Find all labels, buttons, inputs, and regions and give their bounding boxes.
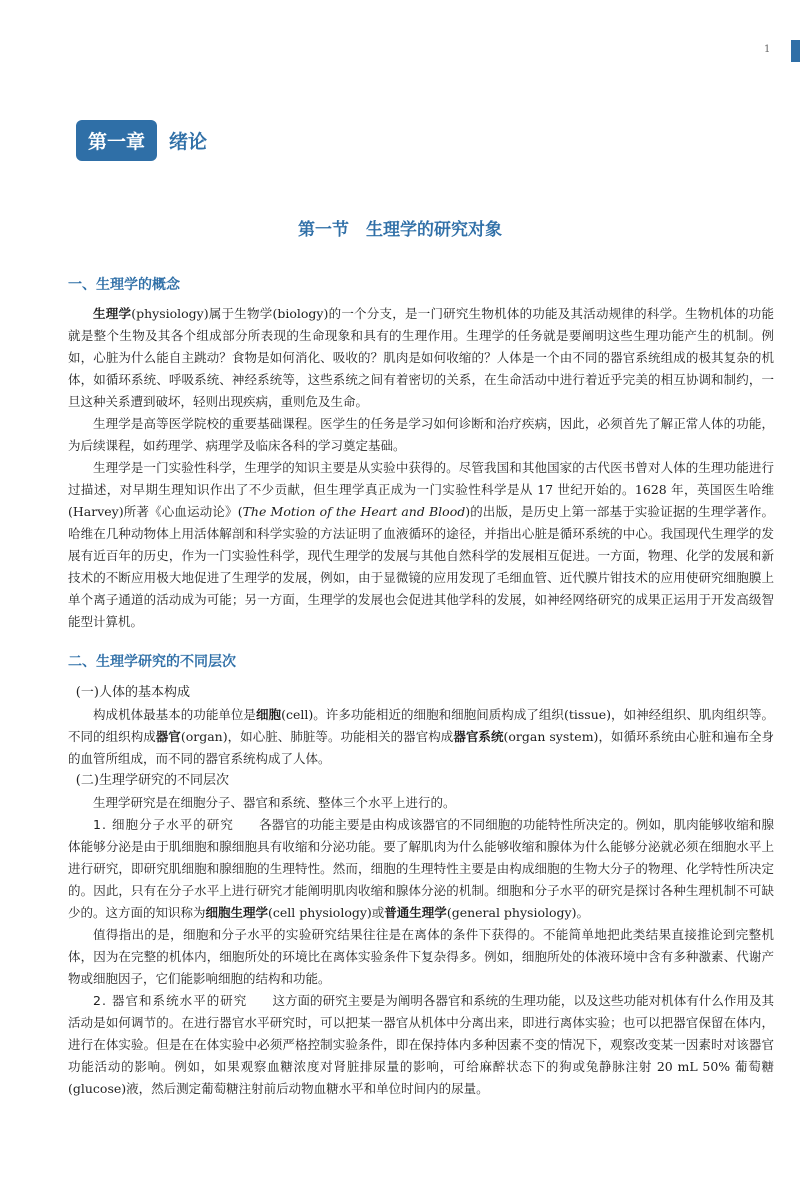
paragraph-course: 生理学是高等医学院校的重要基础课程。医学生的任务是学习如何诊断和治疗疾病，因此，必须首先了解正常人体的功能，为后续课程，如药理学、病理学及临床各科的学习奠定基础。 <box>68 416 774 453</box>
term-physiology: 生理学 <box>93 306 132 321</box>
chapter-label: 第一章 <box>76 120 157 161</box>
heading-levels: 二、生理学研究的不同层次 <box>68 654 236 670</box>
term-general-physiology: 普通生理学 <box>384 905 447 920</box>
term-organ-system: 器官系统 <box>453 729 504 744</box>
paragraph-history: 生理学是一门实验性科学，生理学的知识主要是从实验中获得的。尽管我国和其他国家的古代医书曾对人体的生理功能进行过描述，对早期生理知识作出了不少贡献，但生理学真正成为一门实验性科学是从 17 世纪开始的。1628 年，英国医生哈维(Harvey)所著《心血运动论》(The Motion of the Heart and Blood)的出版，是历史上第一部基于实验证据的生理学著作。哈维在几种动物体上用活体解剖和科学实验的方法证明了血液循环的途径，并指出心脏是循环系统的中心。我国现代生理学的发展有近百年的历史，作为一门实验性科学，现代生理学的发展与其他自然科学的发展相互促进。一方面，物理、化学的发展和新技术的不断应用极大地促进了生理学的发展，例如，由于显微镜的应用发现了毛细血管、近代膜片钳技术的应用使研究细胞膜上单个离子通道的活动成为可能；另一方面，生理学的发展也会促进其他学科的发展，如神经网络研究的成果正运用于开发高级智能型计算机。 <box>68 460 774 629</box>
paragraph-organ-level: 2. 器官和系统水平的研究 这方面的研究主要是为阐明各器官和系统的生理功能，以及这些功能对机体有什么作用及其活动是如何调节的。在进行器官水平研究时，可以把某一器官从机体中分离出来，即进行离体实验；也可以把器官保留在体内，进行在体实验。但是在在体实验中必须严格控制实验条件，即在保持体内多种因素不变的情况下，观察改变某一因素时对该器官功能活动的影响。例如，如果观察血糖浓度对肾脏排尿量的影响，可给麻醉状态下的狗或兔静脉注射 20 mL 50% 葡萄糖(glucose)液，然后测定葡萄糖注射前后动物血糖水平和单位时间内的尿量。 <box>68 993 774 1096</box>
section-title: 第一节 生理学的研究对象 <box>298 220 502 240</box>
paragraph-cell-level: 1. 细胞分子水平的研究 各器官的功能主要是由构成该器官的不同细胞的功能特性所决定的。例如，肌肉能够收缩和腺体能够分泌是由于肌细胞和腺细胞具有收缩和分泌功能。要了解肌肉为什么能够收缩和腺体为什么能够分泌就必须在细胞水平上进行研究，即研究肌细胞和腺细胞的生理特性。然而，细胞的生理特性主要是由构成细胞的生物大分子的物理、化学特性所决定的。因此，只有在分子水平上进行研究才能阐明肌肉收缩和腺体分泌的机制。细胞和分子水平的研究是探讨各种生理机制不可缺少的。这方面的知识称为细胞生理学(cell physiology)或普通生理学(general physiology)。 <box>68 817 774 920</box>
subheading-levels: (二)生理学研究的不同层次 <box>75 773 229 788</box>
paragraph-definition: 生理学(physiology)属于生物学(biology)的一个分支，是一门研究生物机体的功能及其活动规律的科学。生物机体的功能就是整个生物及其各个组成部分所表现的生命现象和具有的生理作用。生理学的任务就是要阐明这些生理功能产生的机制。例如，心脏为什么能自主跳动？食物是如何消化、吸收的？肌肉是如何收缩的？人体是一个由不同的器官系统组成的极其复杂的机体，如循环系统、呼吸系统、神经系统等，这些系统之间有着密切的关系，在生命活动中进行着近乎完美的相互协调和制约，一旦这种关系遭到破坏，轻则出现疾病，重则危及生命。 <box>68 306 774 409</box>
paragraph-levels-intro: 生理学研究是在细胞分子、器官和系统、整体三个水平上进行的。 <box>93 795 456 810</box>
chapter-header <box>76 120 207 161</box>
lead-cell-level: 1. 细胞分子水平的研究 <box>93 817 234 832</box>
book-title: The Motion of the Heart and Blood <box>242 504 466 519</box>
term-cell-physiology: 细胞生理学 <box>205 905 269 920</box>
term-organ: 器官 <box>155 729 181 744</box>
lead-organ-level: 2. 器官和系统水平的研究 <box>93 993 248 1008</box>
chapter-edge-tab <box>791 40 800 62</box>
paragraph-in-vitro-note: 值得指出的是，细胞和分子水平的实验研究结果往往是在离体的条件下获得的。不能简单地把此类结果直接推论到完整机体，因为在完整的机体内，细胞所处的环境比在离体实验条件下复杂得多。例如，细胞所处的体液环境中含有多种激素、代谢产物或细胞因子，它们能影响细胞的结构和功能。 <box>68 927 774 986</box>
chapter-title: 绪论 <box>169 131 208 153</box>
levels-block <box>68 682 774 1100</box>
heading-concept: 一、生理学的概念 <box>68 277 180 293</box>
paragraph-composition: 构成机体最基本的功能单位是细胞(cell)。许多功能相近的细胞和细胞间质构成了组织(tissue)，如神经组织、肌肉组织等。不同的组织构成器官(organ)，如心脏、肺脏等。功能相关的器官构成器官系统(organ system)，如循环系统由心脏和遍布全身的血管所组成，而不同的器官系统构成了人体。 <box>68 707 774 766</box>
term-cell: 细胞 <box>255 707 282 722</box>
subheading-composition: (一)人体的基本构成 <box>75 685 190 700</box>
concept-block <box>68 303 774 633</box>
page-number: 1 <box>764 44 771 55</box>
